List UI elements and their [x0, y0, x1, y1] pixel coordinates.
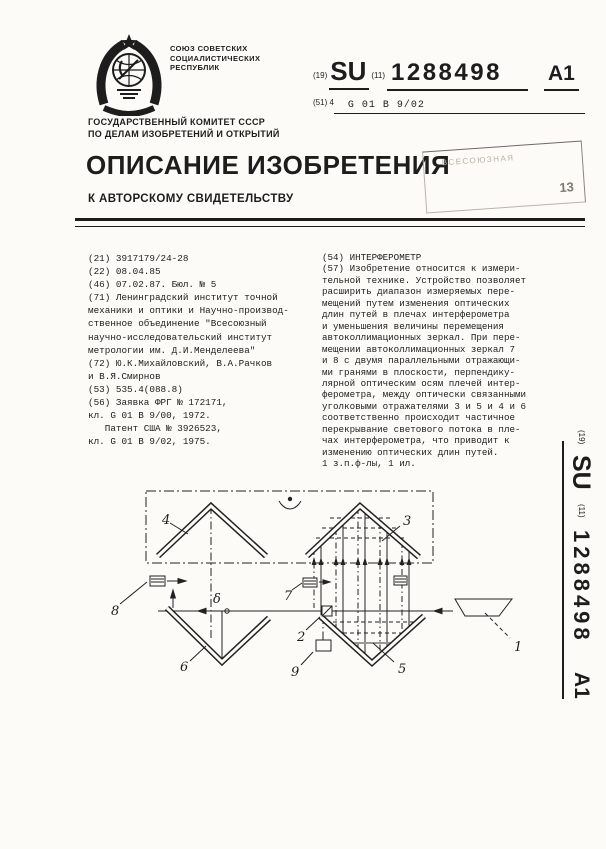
text-line: (46) 07.02.87. Бюл. № 5 [88, 279, 217, 291]
text-line: (71) Ленинградский институт точной [88, 292, 278, 304]
publication-number: 1288498 [387, 59, 528, 91]
text-line: 1 з.п.ф-лы, 1 ил. [322, 458, 416, 470]
text-line: СОЦИАЛИСТИЧЕСКИХ [170, 53, 261, 63]
document-subtitle: К АВТОРСКОМУ СВИДЕТЕЛЬСТВУ [88, 193, 294, 205]
text-line: СОЮЗ СОВЕТСКИХ [170, 44, 248, 53]
text-line: РЕСПУБЛИК [170, 63, 220, 72]
bibliographic-column [88, 252, 314, 448]
ipc-row [313, 100, 585, 114]
inid-51: (51) 4 [313, 98, 334, 107]
text-line: соответственно происходит частичное [322, 412, 515, 424]
inid-19: (19) [313, 71, 328, 80]
label-delta: δ [213, 592, 221, 607]
component-2-beamsplitter [322, 606, 332, 616]
stamp-text: ВСЕСОЮЗНАЯ [441, 153, 515, 168]
component-8-box [150, 576, 186, 608]
label-mirror-6: 6 [180, 660, 189, 675]
text-line: (57) Изобретение относится к измери- [322, 263, 521, 275]
label-component-7: 7 [284, 589, 293, 604]
kind-code: A1 [544, 62, 579, 91]
abstract-column [322, 252, 562, 470]
text-line: ственное объединение "Всесоюзный [88, 318, 267, 330]
component-right-box [394, 576, 407, 585]
label-component-1: 1 [514, 640, 523, 655]
text-line: расширить диапазон измеряемых пере- [322, 286, 515, 298]
text-line: (72) Ю.К.Михайловский, В.А.Рачков [88, 357, 273, 369]
ipc-class: G 01 B 9/02 [334, 100, 585, 114]
text-line: (22) 08.04.85 [88, 266, 161, 278]
text-line: ГОСУДАРСТВЕННЫЙ КОМИТЕТ СССР [88, 117, 266, 127]
sidebar-country-code: SU [567, 454, 595, 490]
committee-name [88, 117, 280, 140]
text-line: Патент США № 3926523, [88, 423, 222, 435]
label-mirror-5: 5 [398, 662, 407, 677]
union-name [170, 44, 260, 73]
publication-number-row [313, 56, 588, 91]
axis-arrow-left-icon [198, 608, 206, 613]
rotation-symbol-icon [279, 501, 301, 509]
text-line: (56) Заявка ФРГ № 172171, [88, 397, 228, 409]
text-line: механики и оптики и Научно-производ- [88, 305, 289, 317]
label-component-8: 8 [111, 604, 120, 619]
text-line: мещений путем изменения оптических [322, 297, 510, 309]
text-line: чах интерферометра, что приводит к [322, 435, 510, 447]
text-line: и В.Я.Смирнов [88, 370, 161, 382]
text-line: изменению оптических длин путей. [322, 446, 499, 458]
text-line: мещении автоколлимационных зеркал 7 [322, 343, 515, 355]
stamp-number: 13 [558, 179, 575, 196]
country-code: SU [329, 56, 369, 90]
text-line: метрологии им. Д.И.Менделеева" [88, 344, 256, 356]
component-1-trapezoid [455, 599, 512, 616]
text-line: ПО ДЕЛАМ ИЗОБРЕТЕНИЙ И ОТКРЫТИЙ [88, 128, 280, 139]
header-divider [75, 218, 585, 227]
text-line: ми гранями в плоскости, перпендику- [322, 366, 515, 378]
sidebar-inid-19: (19) [577, 430, 586, 445]
text-line: (54) ИНТЕРФЕРОМЕТР [322, 252, 422, 263]
sidebar-rule [562, 441, 564, 699]
label-component-2: 2 [297, 630, 306, 645]
label-mirror-3: 3 [403, 514, 412, 529]
text-line: (21) 3917179/24-28 [88, 253, 189, 264]
library-stamp [422, 140, 586, 213]
beam-arrows [312, 557, 412, 565]
sidebar-publication-number: 1288498 [569, 529, 594, 644]
text-line: и уменьшения величины перемещения [322, 320, 504, 332]
text-line: и 8 с двумя параллельными отражающи- [322, 355, 521, 367]
text-line: кл. G 01 B 9/02, 1975. [88, 436, 211, 448]
text-line: перекрывание светового потока в пле- [322, 423, 521, 435]
text-line: ферометра, между оптически связанными [322, 389, 526, 401]
label-component-9: 9 [291, 665, 300, 680]
sidebar-inid-11: (11) [577, 503, 586, 518]
text-line: (53) 535.4(088.8) [88, 383, 183, 395]
text-line: тельной технике. Устройство позволяет [322, 274, 526, 286]
text-line: лярной оптическим осям плечей интер- [322, 377, 521, 389]
document-title: ОПИСАНИЕ ИЗОБРЕТЕНИЯ [86, 150, 451, 180]
text-line: уголковыми отражателями 3 и 5 и 4 и 6 [322, 400, 526, 412]
component-9-box [316, 640, 331, 651]
component-7-box [303, 578, 330, 587]
label-mirror-4: 4 [162, 513, 171, 528]
text-line: научно-исследовательский институт [88, 331, 273, 343]
text-line: автоколлимационных зеркал. При пере- [322, 332, 521, 344]
ussr-coat-of-arms [92, 32, 166, 116]
figure-interferometer [70, 470, 550, 725]
text-line: длин путей в плечах интерферометра [322, 309, 510, 321]
axis-arrow-right-icon [434, 608, 442, 613]
text-line: кл. G 01 B 9/00, 1972. [88, 410, 211, 422]
sidebar-kind-code: A1 [570, 672, 593, 699]
inid-11: (11) [371, 71, 385, 80]
sidebar-publication-id [566, 428, 595, 699]
